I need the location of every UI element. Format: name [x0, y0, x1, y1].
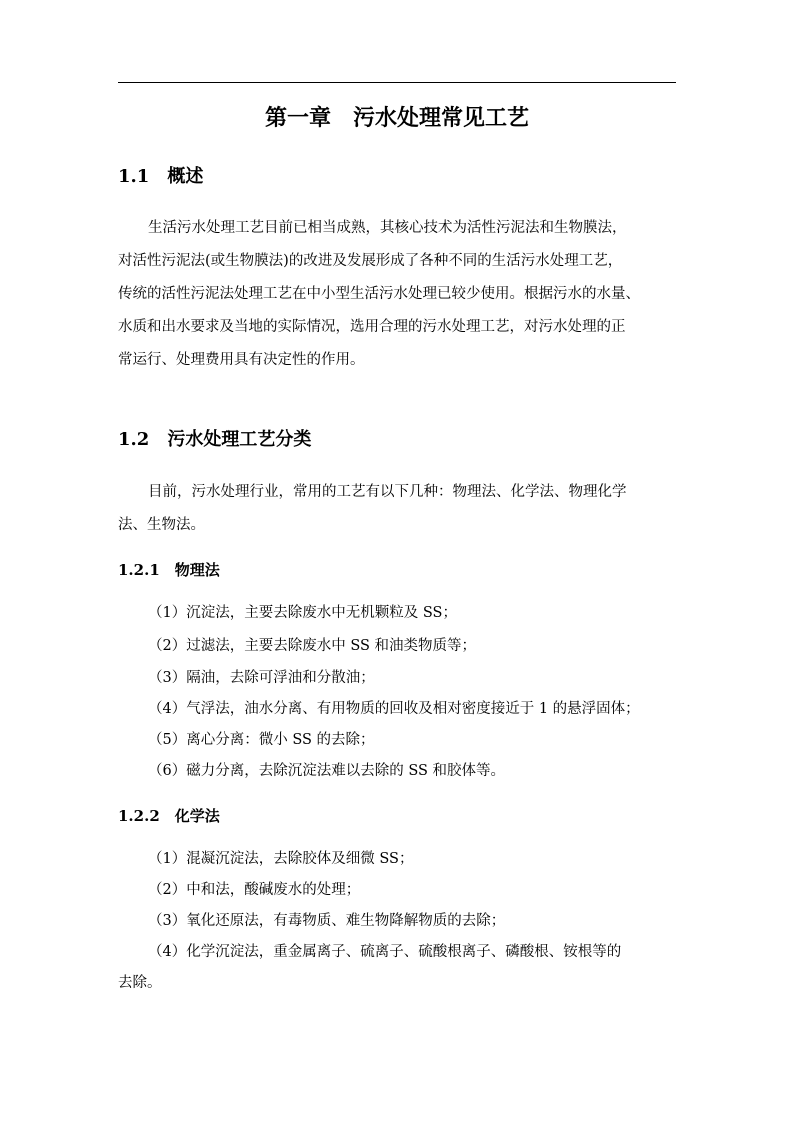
list-item: （3）氧化还原法，有毒物质、难生物降解物质的去除； — [148, 913, 506, 929]
paragraph-line: 对活性污泥法(或生物膜法)的改进及发展形成了各种不同的生活污水处理工艺， — [118, 253, 623, 269]
list-item: （4）气浮法，油水分离、有用物质的回收及相对密度接近于 1 的悬浮固体； — [148, 701, 640, 717]
list-item: （3）隔油，去除可浮油和分散油； — [148, 670, 375, 686]
list-item: （1）沉淀法，主要去除废水中无机颗粒及 SS； — [148, 605, 457, 621]
list-item: （4）化学沉淀法，重金属离子、硫离子、硫酸根离子、磷酸根、铵根等的 — [148, 944, 622, 960]
paragraph-line: 目前，污水处理行业，常用的工艺有以下几种：物理法、化学法、物理化学 — [148, 484, 627, 500]
list-item: （2）过滤法，主要去除废水中 SS 和油类物质等； — [148, 638, 477, 654]
paragraph-line: 常运行、处理费用具有决定性的作用。 — [118, 352, 365, 368]
list-item: （2）中和法，酸碱废水的处理； — [148, 882, 361, 898]
section-heading-1-2: 1.2 污水处理工艺分类 — [118, 429, 312, 450]
paragraph-line: 水质和出水要求及当地的实际情况，选用合理的污水处理工艺，对污水处理的正 — [118, 319, 626, 335]
list-item: 去除。 — [118, 975, 162, 991]
subsection-heading-1-2-1: 1.2.1 物理法 — [118, 561, 220, 579]
section-heading-1-1: 1.1 概述 — [118, 166, 204, 187]
subsection-heading-1-2-2: 1.2.2 化学法 — [118, 807, 220, 825]
header-rule — [118, 82, 676, 83]
paragraph-line: 法、生物法。 — [118, 517, 205, 533]
paragraph-line: 传统的活性污泥法处理工艺在中小型生活污水处理已较少使用。根据污水的水量、 — [118, 286, 640, 302]
paragraph-line: 生活污水处理工艺目前已相当成熟，其核心技术为活性污泥法和生物膜法， — [148, 220, 627, 236]
list-item: （5）离心分离：微小 SS 的去除； — [148, 732, 375, 748]
chapter-title: 第一章 污水处理常见工艺 — [264, 105, 529, 131]
list-item: （6）磁力分离，去除沉淀法难以去除的 SS 和胶体等。 — [148, 763, 506, 779]
list-item: （1）混凝沉淀法，去除胶体及细微 SS； — [148, 851, 414, 867]
